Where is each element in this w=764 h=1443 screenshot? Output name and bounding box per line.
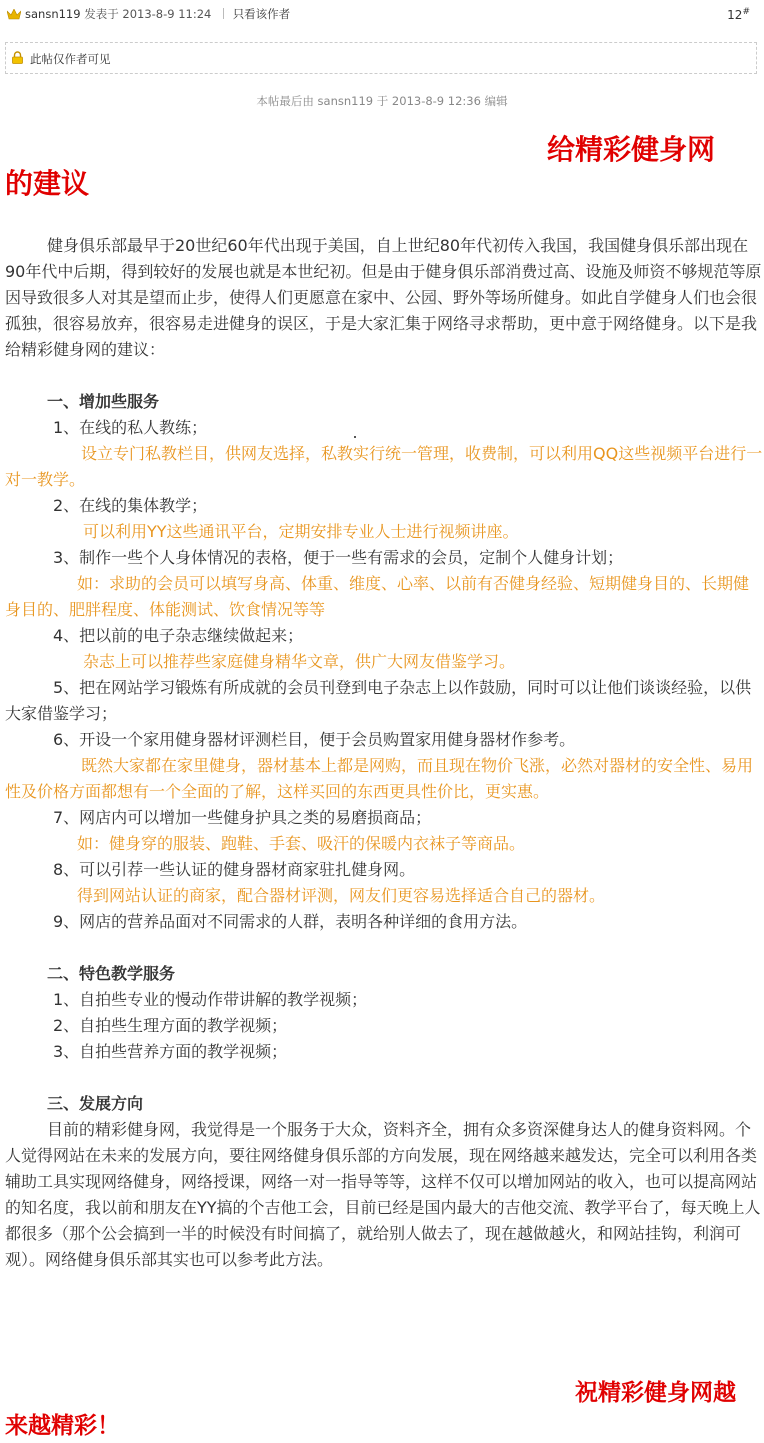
- intro-paragraph: 健身俱乐部最早于20世纪60年代出现于美国，自上世纪80年代初传入我国，我国健身俱乐部出现在90年代中后期，得到较好的发展也就是本世纪初。但是由于健身俱乐部消费过高、设施及师资不够规范等原因导致很多人对其是望而止步，使得人们更愿意在家中、公园、野外等场所健身。如此自学健身人们也会很孤独，很容易放弃，很容易走进健身的误区，于是大家汇集于网络寻求帮助，更中意于网络健身。以下是我给精彩健身网的建议：: [5, 236, 762, 359]
- list-item: 6、开设一个家用健身器材评测栏目，便于会员购置家用健身器材作参考。: [53, 730, 576, 749]
- post-content: [5, 233, 763, 1273]
- only-author-link[interactable]: 只看该作者: [232, 7, 291, 21]
- list-item: 2、自拍些生理方面的教学视频；: [53, 1016, 288, 1035]
- meta-divider: [223, 8, 224, 19]
- list-item: 3、自拍些营养方面的教学视频；: [53, 1042, 288, 1061]
- list-item: 7、网店内可以增加一些健身护具之类的易磨损商品；: [53, 808, 432, 827]
- item-note: 杂志上可以推荐些家庭健身精华文章，供广大网友借鉴学习。: [83, 652, 516, 671]
- crown-icon: [7, 9, 21, 20]
- item-note: 如：求助的会员可以填写身高、体重、维度、心率、以前有否健身经验、短期健身目的、长期健身目的、肥胖程度、体能测试、饮食情况等等: [5, 574, 750, 619]
- list-item: 3、制作一些个人身体情况的表格，便于一些有需求的会员，定制个人健身计划；: [53, 548, 624, 567]
- list-item: 8、可以引荐一些认证的健身器材商家驻扎健身网。: [53, 860, 416, 879]
- notice-text: 此帖仅作者可见: [30, 52, 111, 66]
- list-item: 1、自拍些专业的慢动作带讲解的教学视频；: [53, 990, 368, 1009]
- section3-paragraph: 目前的精彩健身网，我觉得是一个服务于大众，资料齐全，拥有众多资深健身达人的健身资料网。个人觉得网站在未来的发展方向，要往网络健身俱乐部的方向发展，现在网络越来越发达，完全可以利用各类辅助工具实现网络健身，网络授课，网络一对一指导等等，这样不仅可以增加网站的收入，也可以提高网站的知名度，我以前和朋友在YY搞的个吉他工会，目前已经是国内最大的吉他交流、教学平台了，每天晚上人都很多（那个公会搞到一半的时候没有时间搞了，就给别人做去了，现在越做越火，和网站挂钩，利润可观）。网络健身俱乐部其实也可以参考此方法。: [5, 1120, 761, 1269]
- item-note: 可以利用YY这些通讯平台，定期安排专业人士进行视频讲座。: [83, 522, 519, 541]
- list-item: 9、网店的营养品面对不同需求的人群，表明各种详细的食用方法。: [53, 912, 528, 931]
- edit-notice: 本帖最后由 sansn119 于 2013-8-9 12:36 编辑: [256, 94, 508, 108]
- lock-icon: [12, 51, 23, 64]
- post-time: 发表于 2013-8-9 11:24: [84, 7, 212, 21]
- floor-mark: #: [742, 7, 750, 17]
- list-item: 2、在线的集体教学；: [53, 496, 208, 515]
- section1-heading: 一、增加些服务: [47, 392, 160, 411]
- item-note: 设立专门私教栏目，供网友选择，私教实行统一管理，收费制，可以利用QQ这些视频平台进行一对一教学。: [5, 444, 763, 489]
- section3-heading: 三、发展方向: [47, 1094, 144, 1113]
- locked-notice: [5, 42, 757, 74]
- list-item: 1、在线的私人教练；: [53, 418, 208, 437]
- post-meta: [25, 6, 290, 22]
- list-item: 4、把以前的电子杂志继续做起来；: [53, 626, 304, 645]
- floor-number[interactable]: [727, 7, 750, 22]
- post-title-line1: 给精彩健身网: [547, 133, 716, 166]
- list-item: 5、把在网站学习锻炼有所成就的会员刊登到电子杂志上以作鼓励，同时可以让他们谈谈经验，以供大家借鉴学习；: [5, 678, 752, 723]
- post-header: [0, 0, 764, 30]
- floor-value: 12: [727, 8, 743, 22]
- closing-line1: 祝精彩健身网越: [575, 1380, 736, 1406]
- section2-heading: 二、特色教学服务: [47, 964, 176, 983]
- item-note: 得到网站认证的商家，配合器材评测，网友们更容易选择适合自己的器材。: [77, 886, 606, 905]
- item-note: 如：健身穿的服装、跑鞋、手套、吸汗的保暖内衣袜子等商品。: [77, 834, 526, 853]
- author-link[interactable]: sansn119: [25, 7, 81, 21]
- closing-line2: 来越精彩！: [5, 1413, 120, 1439]
- post-title-line2: 的建议: [5, 167, 90, 200]
- item-note: 既然大家都在家里健身，器材基本上都是网购，而且现在物价飞涨，必然对器材的安全性、易用性及价格方面都想有一个全面的了解，这样买回的东西更具性价比，更实惠。: [5, 756, 754, 801]
